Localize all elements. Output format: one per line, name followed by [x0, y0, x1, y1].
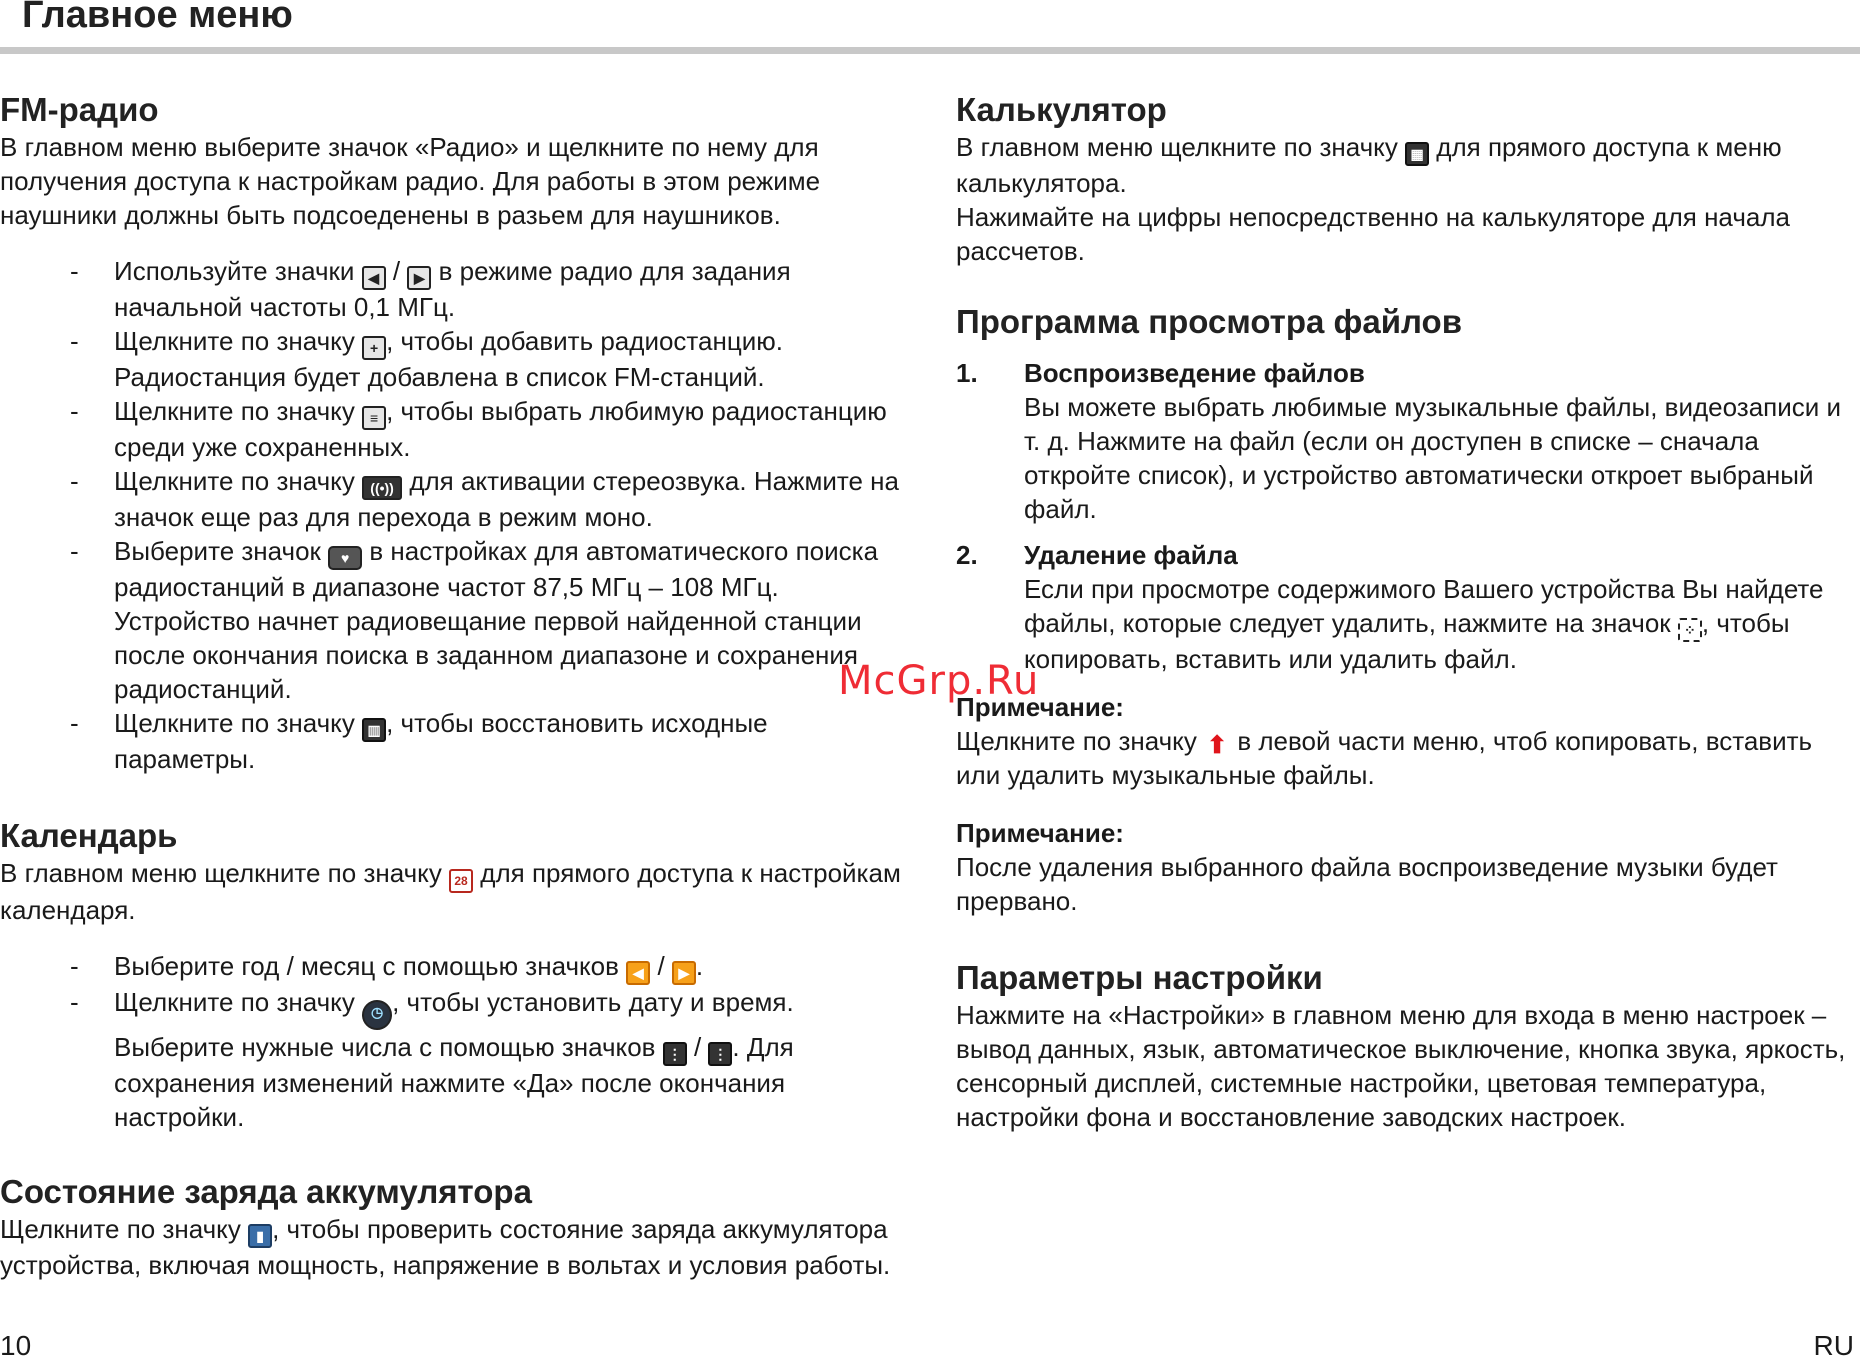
list-item: - Выберите значок ♥ в настройках для автоматического поиска радиостанций в диапазоне частот 87,5 МГц – 108 МГц. Устройство начнет радиовещание первой найденной станции после окончания поиска в заданном диапазоне и сохранения радиостанций. — [70, 536, 879, 704]
battery-icon: ▮ — [248, 1224, 272, 1248]
calculator-heading: Калькулятор — [956, 91, 1167, 128]
heart-icon: ♥ — [328, 546, 362, 570]
language-code: RU — [1813, 1330, 1854, 1361]
stereo-icon: ((•)) — [362, 476, 402, 500]
calendar-intro: В главном меню щелкните по значку 28 для прямого доступа к настройкам календаря. — [0, 858, 901, 925]
settings-text: Нажмите на «Настройки» в главном меню для входа в меню настроек – вывод данных, язык, автоматическое выключение, кнопка звука, яркость, сенсорный дисплей, системные настройки, цветовая температура, настройки фона и восстановление заводских настроек. — [956, 1000, 1846, 1132]
left-arrow-icon: ◀ — [362, 266, 386, 290]
fm-radio-list — [0, 254, 910, 776]
list-item: - Щелкните по значку + , чтобы добавить радиостанцию. Радиостанция будет добавлена в список FM-станций. — [70, 326, 783, 392]
note-text: Щелкните по значку ⬆ в левой части меню, чтоб копировать, вставить или удалить музыкальные файлы. — [956, 726, 1813, 790]
list-item: 1. Воспроизведение файлов Вы можете выбрать любимые музыкальные файлы, видеозаписи и т. д. Нажмите на файл (если он доступен в списке – сначала откройте список), и устройство автоматически откроет выбраный файл. — [956, 358, 1842, 524]
edit-file-icon: ⁘ — [1678, 618, 1702, 642]
clock-icon: ◷ — [362, 1000, 392, 1030]
scroll-down-icon: ⋮ — [708, 1042, 732, 1066]
list-item: - Выберите год / месяц с помощью значков ◀ / ▶ . — [0, 949, 910, 985]
calendar-list — [0, 949, 910, 1134]
note-title: Примечание: — [956, 692, 1124, 722]
list-item: - Щелкните по значку ≡ , чтобы выбрать любимую радиостанцию среди уже сохраненных. — [70, 396, 887, 462]
trash-icon: ▥ — [362, 718, 386, 742]
right-column — [956, 90, 1856, 1134]
page-number: 10 — [0, 1330, 32, 1361]
left-column — [0, 90, 910, 1282]
calendar-icon: 28 — [449, 869, 473, 893]
fm-radio-heading: FM-радио — [0, 91, 159, 128]
page-title: Главное меню — [22, 0, 293, 36]
prev-orange-icon: ◀ — [626, 961, 650, 985]
next-orange-icon: ▶ — [672, 961, 696, 985]
station-list-icon: ≡ — [362, 406, 386, 430]
fm-radio-intro: В главном меню выберите значок «Радио» и щелкните по нему для получения доступа к настройкам радио. Для работы в этом режиме наушники должны быть подсоеденены в разьем для наушников. — [0, 132, 821, 230]
header-divider — [0, 47, 1860, 54]
list-item: - Используйте значки ◀ / ▶ в режиме радио для задания начальной частоты 0,1 МГц. — [70, 256, 791, 322]
add-station-icon: + — [362, 336, 386, 360]
note-title: Примечание: — [956, 818, 1124, 848]
settings-heading: Параметры настройки — [956, 959, 1323, 996]
list-item: - Щелкните по значку ▥ , чтобы восстановить исходные параметры. — [70, 708, 768, 774]
file-viewer-heading: Программа просмотра файлов — [956, 303, 1463, 340]
list-item: - Щелкните по значку ((•)) для активации стереозвука. Нажмите на значок еще раз для перехода в режим моно. — [70, 466, 899, 532]
calculator-text: Нажимайте на цифры непосредственно на калькуляторе для начала рассчетов. — [956, 202, 1790, 266]
calculator-intro: В главном меню щелкните по значку ▦ для прямого доступа к меню калькулятора. — [956, 132, 1782, 198]
watermark: McGrp.Ru — [838, 658, 1040, 704]
list-item: - Щелкните по значку ◷ , чтобы установить дату и время. Выберите нужные числа с помощью значков ⋮ / ⋮ . Для сохранения изменений нажмите «Да» после окончания настройки. — [70, 987, 794, 1132]
scroll-up-icon: ⋮ — [663, 1042, 687, 1066]
list-item: 2. Удаление файла Если при просмотре содержимого Вашего устройства Вы найдете файлы, которые следует удалить, нажмите на значок ⁘ , чтобы копировать, вставить или удалить файл. — [956, 540, 1824, 674]
battery-text: Щелкните по значку ▮ , чтобы проверить состояние заряда аккумулятора устройства, включая мощность, напряжение в вольтах и условия работы. — [0, 1214, 891, 1280]
note-text: После удаления выбранного файла воспроизведение музыки будет прервано. — [956, 852, 1778, 916]
calendar-heading: Календарь — [0, 817, 178, 854]
up-arrow-icon: ⬆ — [1207, 732, 1228, 759]
right-arrow-icon: ▶ — [407, 266, 431, 290]
calculator-icon: ▦ — [1405, 142, 1429, 166]
battery-heading: Состояние заряда аккумулятора — [0, 1173, 532, 1210]
